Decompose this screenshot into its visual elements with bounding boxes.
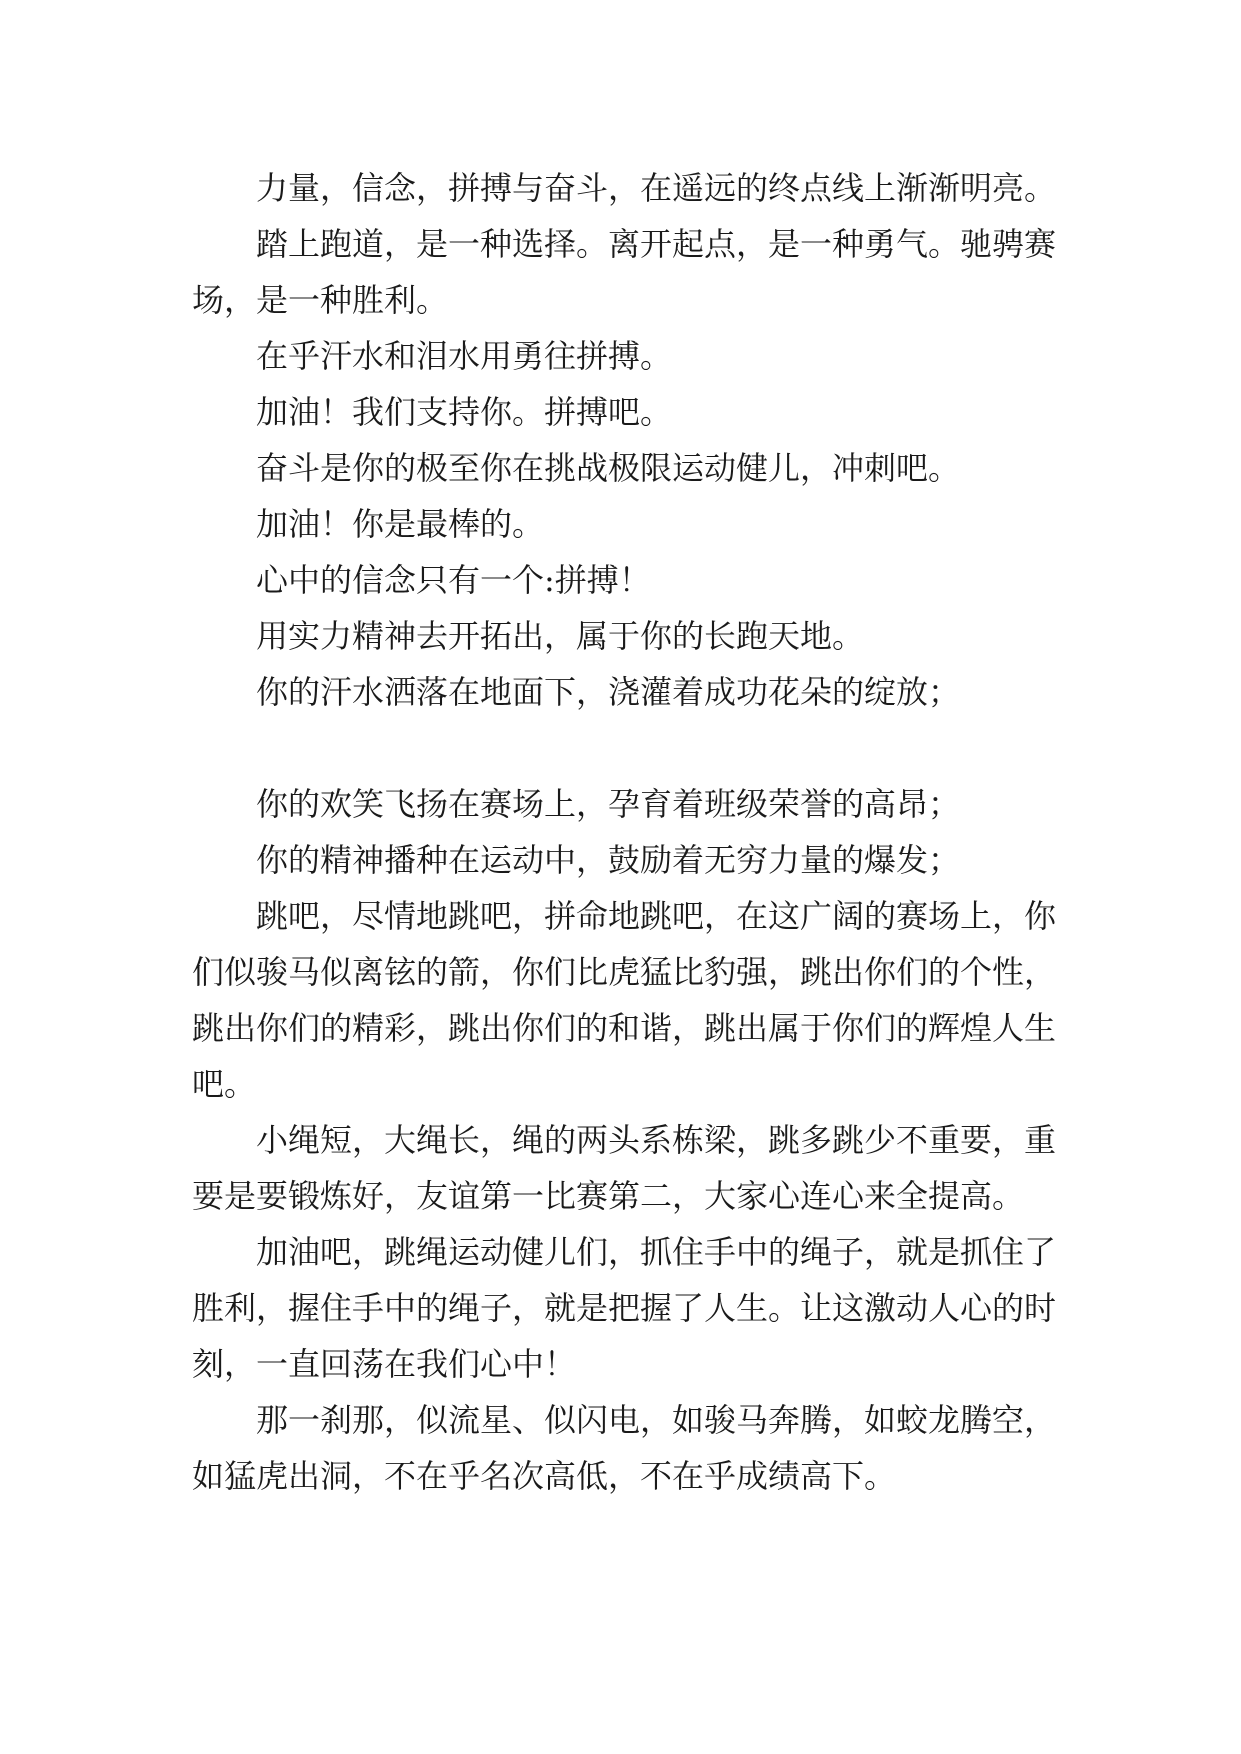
- paragraph: 你的汗水洒落在地面下，浇灌着成功花朵的绽放；: [256, 673, 961, 711]
- paragraph: 你的精神播种在运动中，鼓励着无穷力量的爆发；: [256, 841, 961, 879]
- paragraph: 奋斗是你的极至你在挑战极限运动健儿，冲刺吧。: [256, 449, 961, 487]
- paragraph: 你的欢笑飞扬在赛场上，孕育着班级荣誉的高昂；: [256, 785, 961, 823]
- paragraph: 那一刹那，似流星、似闪电，如骏马奔腾，如蛟龙腾空，如猛虎出洞，不在乎名次高低，不在乎成绩高下。: [192, 1401, 1057, 1495]
- paragraph: 踏上跑道，是一种选择。离开起点，是一种勇气。驰骋赛场，是一种胜利。: [192, 225, 1057, 319]
- paragraph: 加油吧，跳绳运动健儿们，抓住手中的绳子，就是抓住了胜利，握住手中的绳子，就是把握了人生。让这激动人心的时刻，一直回荡在我们心中！: [192, 1233, 1057, 1383]
- paragraph: 用实力精神去开拓出，属于你的长跑天地。: [256, 617, 865, 655]
- paragraph: 加油！我们支持你。拼搏吧。: [256, 393, 673, 431]
- document-body: [192, 160, 1072, 1504]
- paragraph: 心中的信念只有一个:拼搏！: [256, 561, 651, 599]
- paragraph: 在乎汗水和泪水用勇往拼搏。: [256, 337, 673, 375]
- paragraph: 加油！你是最棒的。: [256, 505, 545, 543]
- blank-line: [192, 720, 1072, 776]
- paragraph: 小绳短，大绳长，绳的两头系栋梁，跳多跳少不重要，重要是要锻炼好，友谊第一比赛第二，大家心连心来全提高。: [192, 1121, 1057, 1215]
- paragraph: 力量，信念，拼搏与奋斗，在遥远的终点线上渐渐明亮。: [256, 169, 1057, 207]
- paragraph: 跳吧，尽情地跳吧，拼命地跳吧，在这广阔的赛场上，你们似骏马似离铉的箭，你们比虎猛比豹强，跳出你们的个性，跳出你们的精彩，跳出你们的和谐，跳出属于你们的辉煌人生吧。: [192, 897, 1057, 1103]
